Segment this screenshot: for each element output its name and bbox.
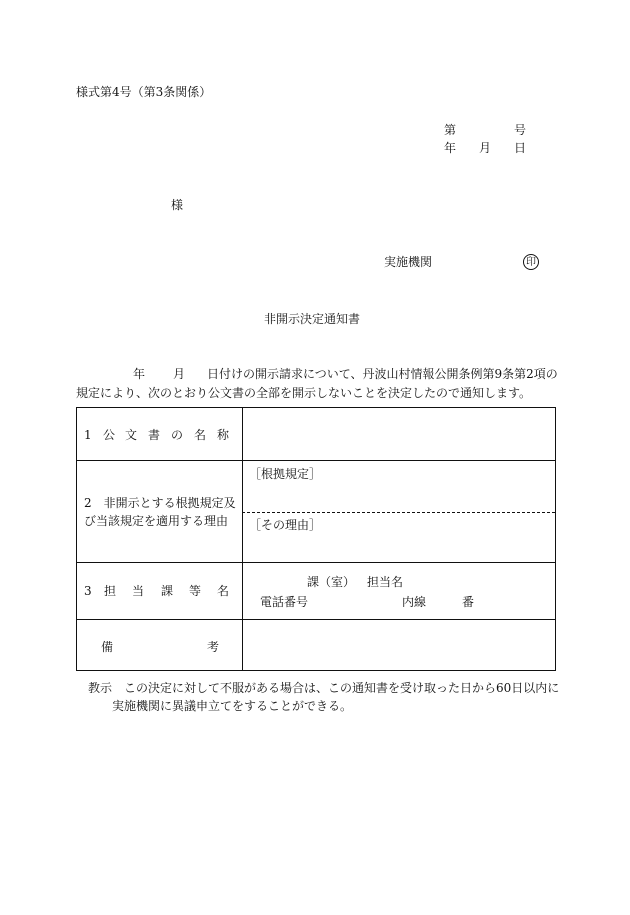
row3-label-num: 3 [84, 584, 92, 598]
row3-section: 課（室） [307, 575, 356, 589]
addressee-sama: 様 [171, 198, 184, 212]
date-day: 日 [514, 141, 527, 155]
body-month: 月 [173, 367, 186, 381]
instruction-line2: 実施機関に異議申立てをすることができる。 [112, 699, 353, 713]
row1-label-num: 1 [84, 428, 92, 442]
row3-label-char: 等 [189, 584, 202, 598]
info-table [76, 407, 556, 671]
row3-label-char: 当 [132, 584, 145, 598]
seal-icon: 印 [523, 254, 539, 270]
row3-person: 担当名 [367, 575, 404, 589]
body-year: 年 [133, 367, 146, 381]
doc-number-dai: 第 [444, 123, 457, 137]
row1-label-char: 名 [194, 428, 207, 442]
row2-basis: ［根拠規定］ [249, 467, 322, 481]
table-divider-vertical [242, 408, 243, 670]
row3-phone: 電話番号 [260, 595, 309, 609]
row2-reason: ［その理由］ [249, 518, 322, 532]
row3-label-char: 名 [217, 584, 230, 598]
row1-label-char: 書 [148, 428, 161, 442]
row3-label-char: 課 [161, 584, 174, 598]
row3-label-char: 担 [104, 584, 117, 598]
row2-label-line1: 2 非開示とする根拠規定及 [84, 496, 236, 510]
row1-label-char: の [171, 428, 184, 442]
row1-label-char: 公 [103, 428, 116, 442]
table-dashed-divider [242, 512, 555, 513]
page-title: 非開示決定通知書 [264, 312, 361, 326]
row1-label-char: 文 [125, 428, 138, 442]
row4-label-char: 備 [101, 640, 114, 654]
row3-extension: 内線 [402, 595, 427, 609]
table-row-divider [77, 460, 555, 461]
instruction-line1: 教示 この決定に対して不服がある場合は、この通知書を受け取った日から60日以内に [88, 681, 560, 695]
row4-label-char: 考 [207, 640, 220, 654]
row2-label-line2: び当該規定を適用する理由 [84, 514, 229, 528]
body-line2: 規定により、次のとおり公文書の全部を開示しないことを決定したので通知します。 [76, 386, 532, 400]
doc-number-go: 号 [514, 123, 527, 137]
body-line1: 日付けの開示請求について、丹波山村情報公開条例第9条第2項の [207, 367, 558, 381]
date-year: 年 [444, 141, 457, 155]
row1-label-char: 称 [217, 428, 230, 442]
form-number: 様式第4号（第3条関係） [76, 85, 212, 99]
row3-ban: 番 [462, 595, 475, 609]
table-row-divider [77, 562, 555, 563]
date-month: 月 [479, 141, 492, 155]
table-row-divider [77, 619, 555, 620]
issuer-label: 実施機関 [384, 255, 433, 269]
